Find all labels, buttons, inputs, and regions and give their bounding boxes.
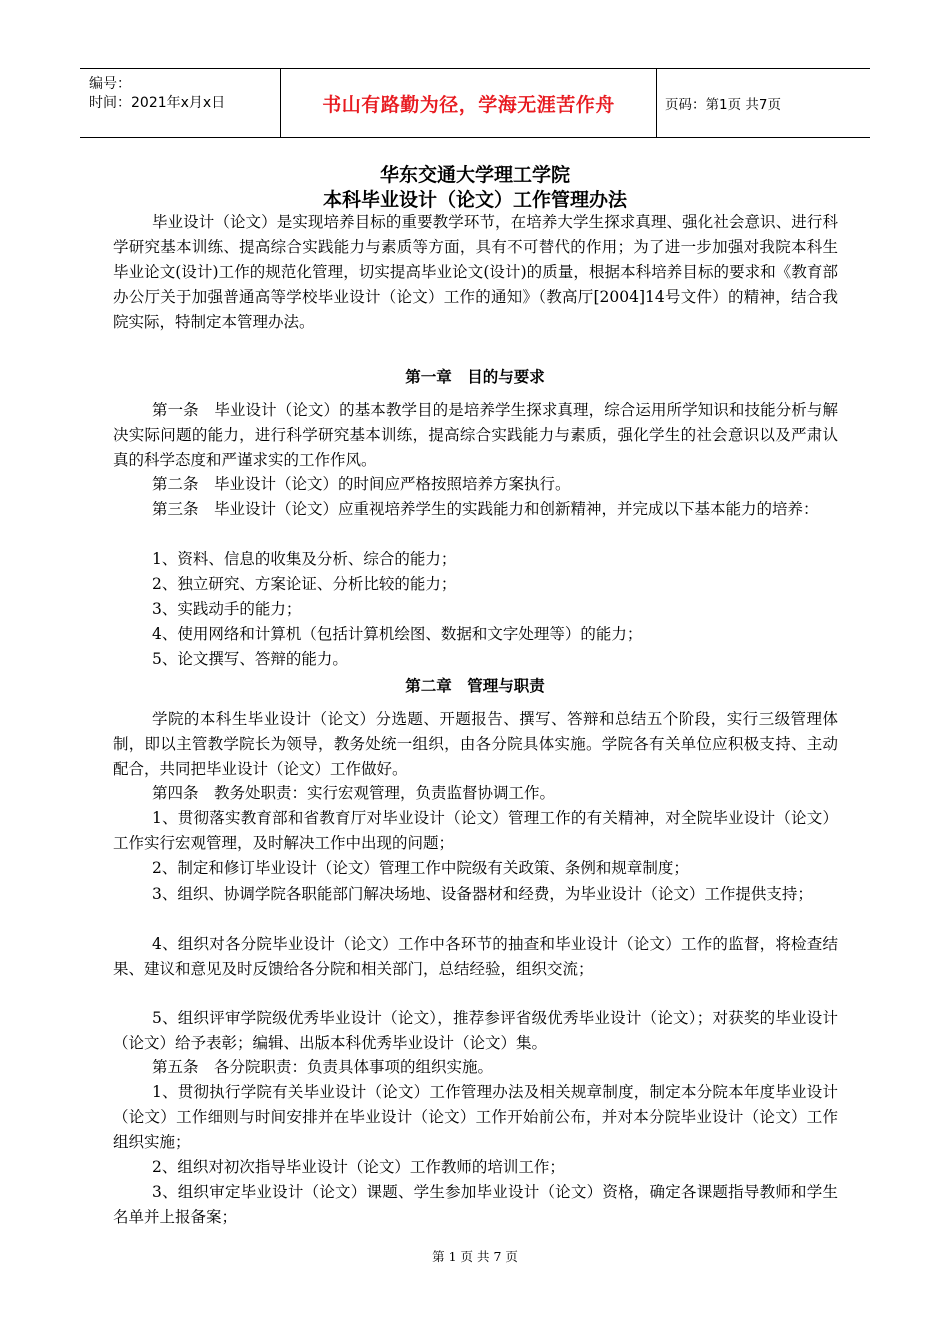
document-number-label: 编号： bbox=[89, 76, 131, 92]
ability-item-5: 5、论文撰写、答辩的能力。 bbox=[152, 650, 348, 668]
chapter1-heading: 第一章 目的与要求 bbox=[405, 368, 545, 386]
article-1: 第一条 毕业设计（论文）的基本教学目的是培养学生探求真理，综合运用所学知识和技能分析与解决实际问题的能力，进行科学研究基本训练，提高综合实践能力与素质，强化学生的社会意识以及严肃认真的科学态度和严谨求实的工作作风。 bbox=[113, 401, 838, 469]
ability-item-3: 3、实践动手的能力； bbox=[152, 600, 302, 618]
ability-item-2: 2、独立研究、方案论证、分析比较的能力； bbox=[152, 575, 457, 593]
document-title-line2: 本科毕业设计（论文）工作管理办法 bbox=[322, 189, 627, 211]
header-motto: 书山有路勤为径，学海无涯苦作舟 bbox=[281, 69, 657, 137]
article-3: 第三条 毕业设计（论文）应重视培养学生的实践能力和创新精神，并完成以下基本能力的培养： bbox=[152, 500, 819, 518]
article-4-item-4: 4、组织对各分院毕业设计（论文）工作中各环节的抽查和毕业设计（论文）工作的监督，将检查结果、建议和意见及时反馈给各分院和相关部门，总结经验，组织交流； bbox=[113, 935, 838, 978]
chapter2-intro: 学院的本科生毕业设计（论文）分选题、开题报告、撰写、答辩和总结五个阶段，实行三级管理体制，即以主管教学院长为领导，教务处统一组织，由各分院具体实施。学院各有关单位应积极支持、主动配合，共同把毕业设计（论文）工作做好。 bbox=[113, 710, 838, 778]
article-5-item-1: 1、贯彻执行学院有关毕业设计（论文）工作管理办法及相关规章制度，制定本分院本年度毕业设计（论文）工作细则与时间安排并在毕业设计（论文）工作开始前公布，并对本分院毕业设计（论文）工作组织实施； bbox=[113, 1083, 838, 1151]
ability-item-4: 4、使用网络和计算机（包括计算机绘图、数据和文字处理等）的能力； bbox=[152, 625, 643, 643]
chapter2-heading: 第二章 管理与职责 bbox=[405, 677, 545, 695]
article-4: 第四条 教务处职责：实行宏观管理，负责监督协调工作。 bbox=[152, 784, 556, 802]
document-time: 时间：2021年x月x日 bbox=[89, 95, 226, 111]
intro-paragraph: 毕业设计（论文）是实现培养目标的重要教学环节，在培养大学生探求真理、强化社会意识、进行科学研究基本训练、提高综合实践能力与素质等方面，具有不可替代的作用；为了进一步加强对我院本科生毕业论文(设计)工作的规范化管理，切实提高毕业论文(设计)的质量，根据本科培养目标的要求和《教育部办公厅关于加强普通高等学校毕业设计（论文）工作的通知》（教高厅[2004]14号文件）的精神，结合我院实际，特制定本管理办法。 bbox=[113, 213, 838, 331]
article-4-item-1: 1、贯彻落实教育部和省教育厅对毕业设计（论文）管理工作的有关精神，对全院毕业设计（论文）工作实行宏观管理，及时解决工作中出现的问题； bbox=[113, 809, 838, 852]
article-4-item-3: 3、组织、协调学院各职能部门解决场地、设备器材和经费，为毕业设计（论文）工作提供支持； bbox=[152, 885, 813, 903]
article-5-item-3: 3、组织审定毕业设计（论文）课题、学生参加毕业设计（论文）资格，确定各课题指导教师和学生名单并上报备案； bbox=[113, 1183, 838, 1226]
article-4-item-2: 2、制定和修订毕业设计（论文）管理工作中院级有关政策、条例和规章制度； bbox=[152, 859, 689, 877]
article-5: 第五条 各分院职责：负责具体事项的组织实施。 bbox=[152, 1058, 494, 1076]
article-4-item-5: 5、组织评审学院级优秀毕业设计（论文），推荐参评省级优秀毕业设计（论文）；对获奖的毕业设计（论文）给予表彰；编辑、出版本科优秀毕业设计（论文）集。 bbox=[113, 1009, 838, 1052]
article-2: 第二条 毕业设计（论文）的时间应严格按照培养方案执行。 bbox=[152, 475, 571, 493]
page-header bbox=[80, 68, 870, 138]
page-footer: 第 1 页 共 7 页 bbox=[432, 1249, 518, 1264]
document-title-line1: 华东交通大学理工学院 bbox=[379, 164, 570, 186]
header-meta bbox=[80, 69, 281, 137]
ability-item-1: 1、资料、信息的收集及分析、综合的能力； bbox=[152, 550, 457, 568]
header-page-info: 页码：第1页 共7页 bbox=[665, 97, 781, 113]
article-5-item-2: 2、组织对初次指导毕业设计（论文）工作教师的培训工作； bbox=[152, 1158, 565, 1176]
